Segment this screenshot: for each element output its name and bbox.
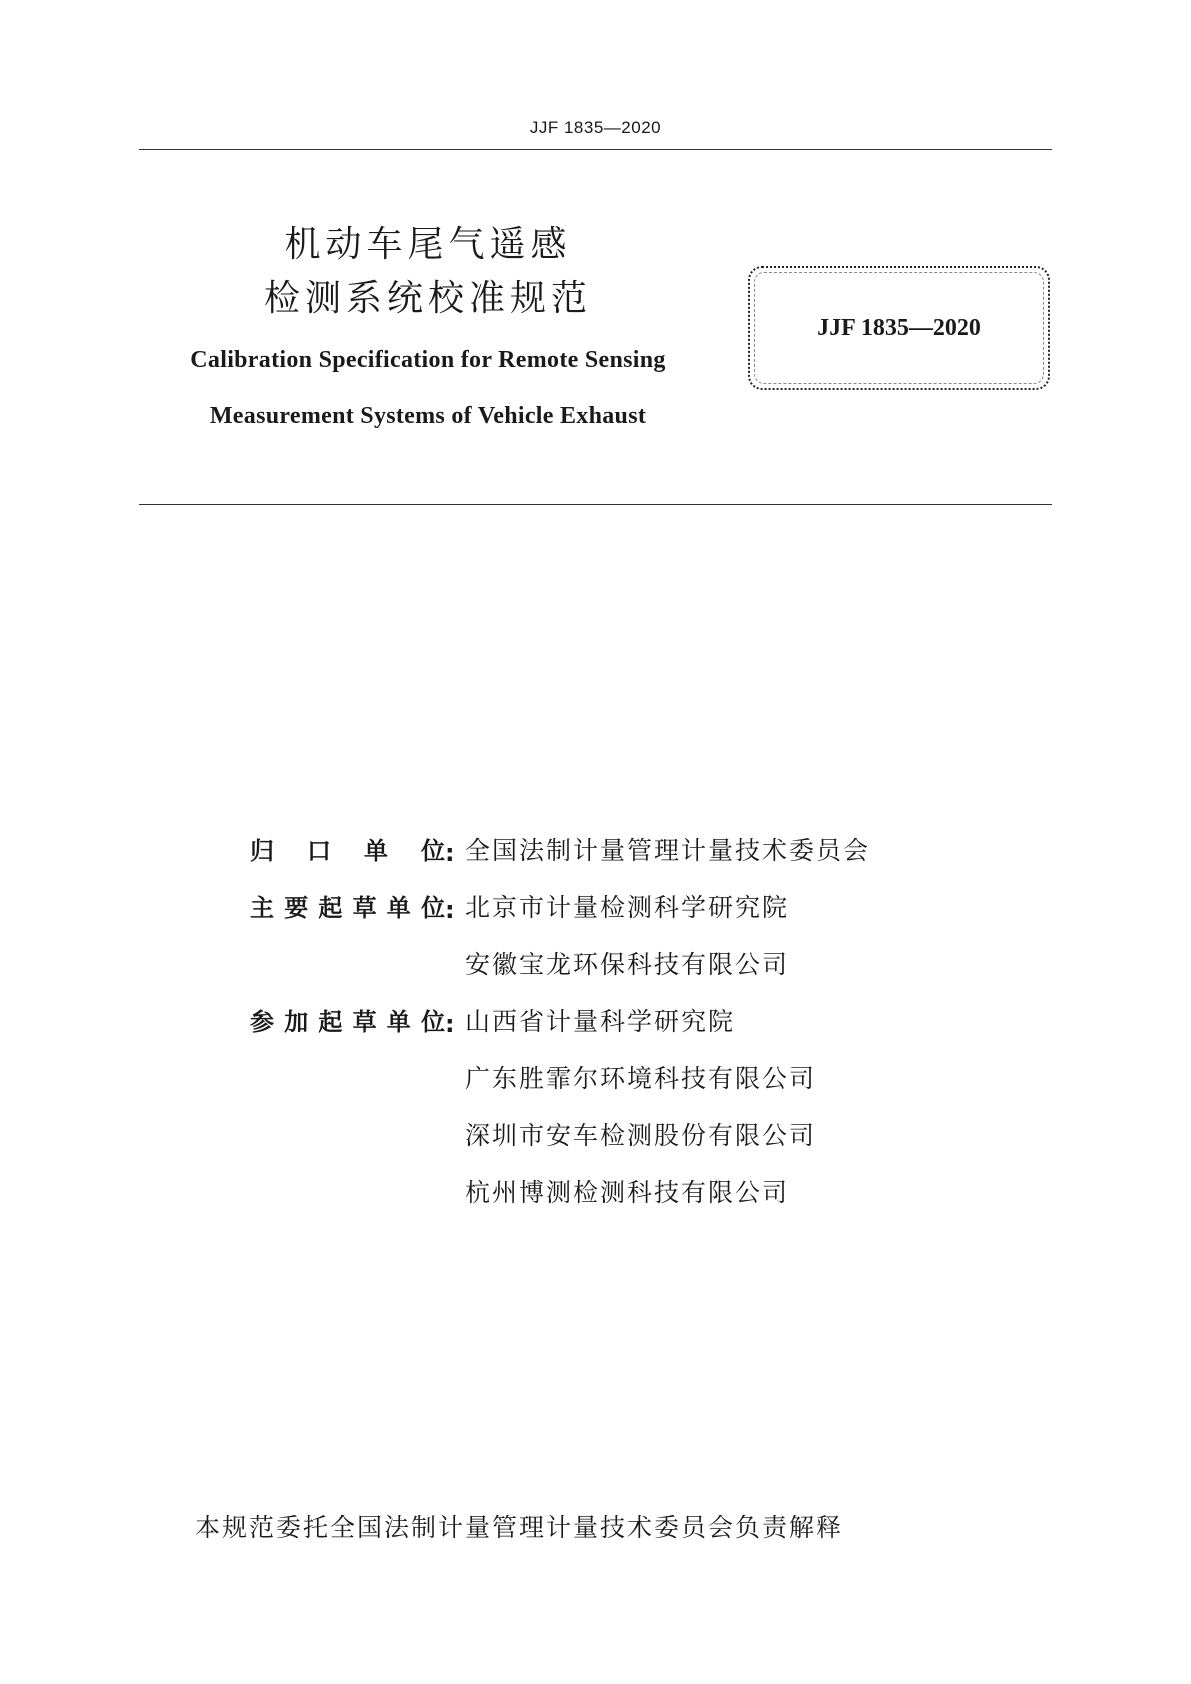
org-row-responsible	[250, 820, 870, 877]
title-chinese-line-2: 检测系统校准规范	[263, 278, 592, 319]
title-english-line-2: Measurement Systems of Vehicle Exhaust	[209, 403, 647, 429]
org-value-responsible: 全国法制计量管理计量技术委员会	[465, 835, 871, 865]
org-row-participating-cont	[250, 1162, 870, 1219]
org-value-participating: 深圳市安车检测股份有限公司	[465, 1120, 817, 1150]
org-label-responsible: 归口单位	[250, 837, 445, 865]
org-value-participating: 山西省计量科学研究院	[465, 1006, 736, 1036]
org-colon: :	[445, 896, 455, 924]
org-colon: :	[445, 839, 455, 867]
bottom-divider	[139, 504, 1052, 505]
org-value-participating: 广东胜霏尔环境科技有限公司	[465, 1063, 817, 1093]
org-label-main-drafting: 主要起草单位	[250, 894, 445, 922]
standard-code-box-text: JJF 1835—2020	[817, 314, 981, 341]
org-row-participating	[250, 991, 870, 1048]
title-chinese-line-1: 机动车尾气遥感	[284, 224, 572, 265]
org-row-participating-cont	[250, 1048, 870, 1105]
org-value-main-drafting: 北京市计量检测科学研究院	[465, 892, 790, 922]
title-block	[139, 218, 717, 444]
org-value-main-drafting: 安徽宝龙环保科技有限公司	[465, 949, 790, 979]
header-standard-code: JJF 1835—2020	[529, 118, 662, 137]
organizations-list	[250, 820, 870, 1219]
org-row-main-drafting-cont	[250, 934, 870, 991]
org-label-participating: 参加起草单位	[250, 1008, 445, 1036]
standard-code-box	[748, 266, 1050, 390]
org-value-participating: 杭州博测检测科技有限公司	[465, 1177, 790, 1207]
org-row-main-drafting	[250, 877, 870, 934]
org-colon: :	[445, 1010, 455, 1038]
title-english-line-1: Calibration Specification for Remote Sensing	[190, 347, 666, 373]
footer-interpretation-note: 本规范委托全国法制计量管理计量技术委员会负责解释	[195, 1513, 844, 1542]
top-divider	[139, 149, 1052, 150]
org-row-participating-cont	[250, 1105, 870, 1162]
